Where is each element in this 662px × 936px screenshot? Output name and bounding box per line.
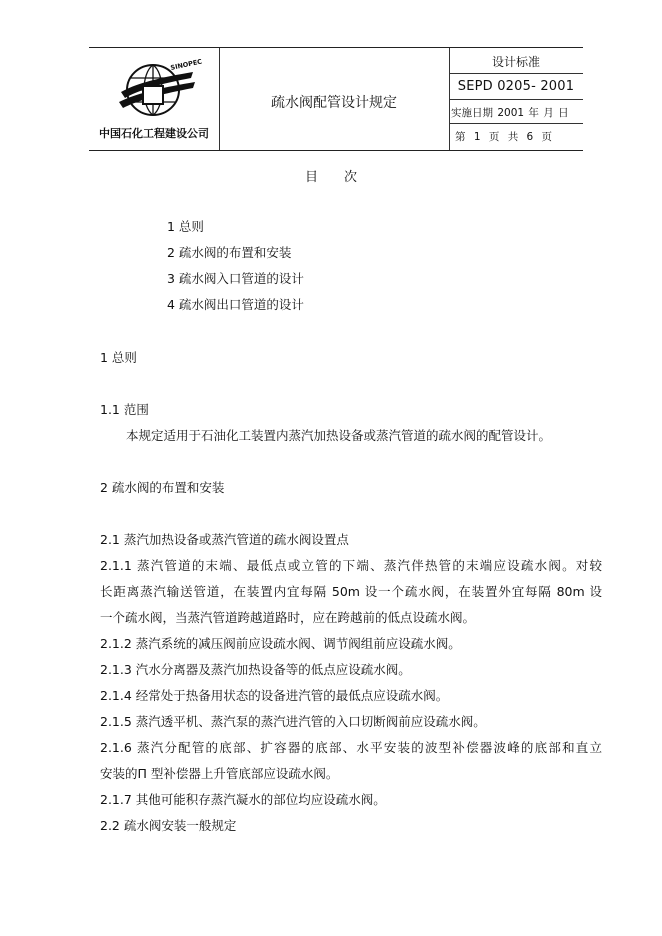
subsection-heading: 2.1 蒸汽加热设备或蒸汽管道的疏水阀设置点 [100,532,349,547]
header-row-divider [449,73,583,74]
subsection-heading: 1.1 范围 [100,402,149,417]
paragraph: 本规定适用于石油化工装置内蒸汽加热设备或蒸汽管道的疏水阀的配管设计。 [126,428,552,443]
clause-line: 2.1.3 汽水分离器及蒸汽加热设备等的低点应设疏水阀。 [100,662,411,677]
sinopec-logo [115,57,203,120]
clause-line: 长距离蒸汽输送管道，在装置内宜每隔 50m 设一个疏水阀，在装置外宜每隔 80m 设 [100,584,602,599]
toc-item: 2 疏水阀的布置和安装 [167,245,292,260]
clause-line: 2.1.1 蒸汽管道的末端、最低点或立管的下端、蒸汽伴热管的末端应设疏水阀。对较 [100,558,602,573]
clause-line: 安装的П 型补偿器上升管底部应设疏水阀。 [100,766,339,781]
subsection-heading: 2.2 疏水阀安装一般规定 [100,818,237,833]
clause-line: 2.1.5 蒸汽透平机、蒸汽泵的蒸汽进汽管的入口切断阀前应设疏水阀。 [100,714,486,729]
table-of-contents [167,217,304,321]
section-heading: 1 总则 [100,350,137,365]
clause-line: 2.1.2 蒸汽系统的减压阀前应设疏水阀、调节阀组前应设疏水阀。 [100,636,461,651]
toc-heading: 目次 [304,170,383,185]
standard-code: SEPD 0205- 2001 [457,79,575,94]
toc-item: 3 疏水阀入口管道的设计 [167,271,304,286]
toc-item: 1 总则 [167,219,204,234]
clause-line: 2.1.7 其他可能积存蒸汽凝水的部位均应设疏水阀。 [100,792,386,807]
header-table [89,47,583,151]
section-heading: 2 疏水阀的布置和安装 [100,480,225,495]
svg-text:SINOPEC: SINOPEC [169,57,203,72]
clause-line: 2.1.4 经常处于热备用状态的设备进汽管的最低点应设疏水阀。 [100,688,449,703]
toc-item: 4 疏水阀出口管道的设计 [167,297,304,312]
header-row-divider [449,123,583,124]
header-row-divider [449,99,583,100]
document-title: 疏水阀配管设计规定 [271,95,397,111]
company-name: 中国石化工程建设公司 [99,127,209,140]
page-number: 第 1 页 共 6 页 [455,131,553,143]
implementation-date: 实施日期 2001 年 月 日 [451,107,569,119]
standard-label: 设计标准 [491,55,540,69]
clause-line: 2.1.6 蒸汽分配管的底部、扩容器的底部、水平安装的波型补偿器波峰的底部和直立 [100,740,602,755]
clause-line: 一个疏水阀，当蒸汽管道跨越道路时，应在跨越前的低点设疏水阀。 [100,610,476,625]
